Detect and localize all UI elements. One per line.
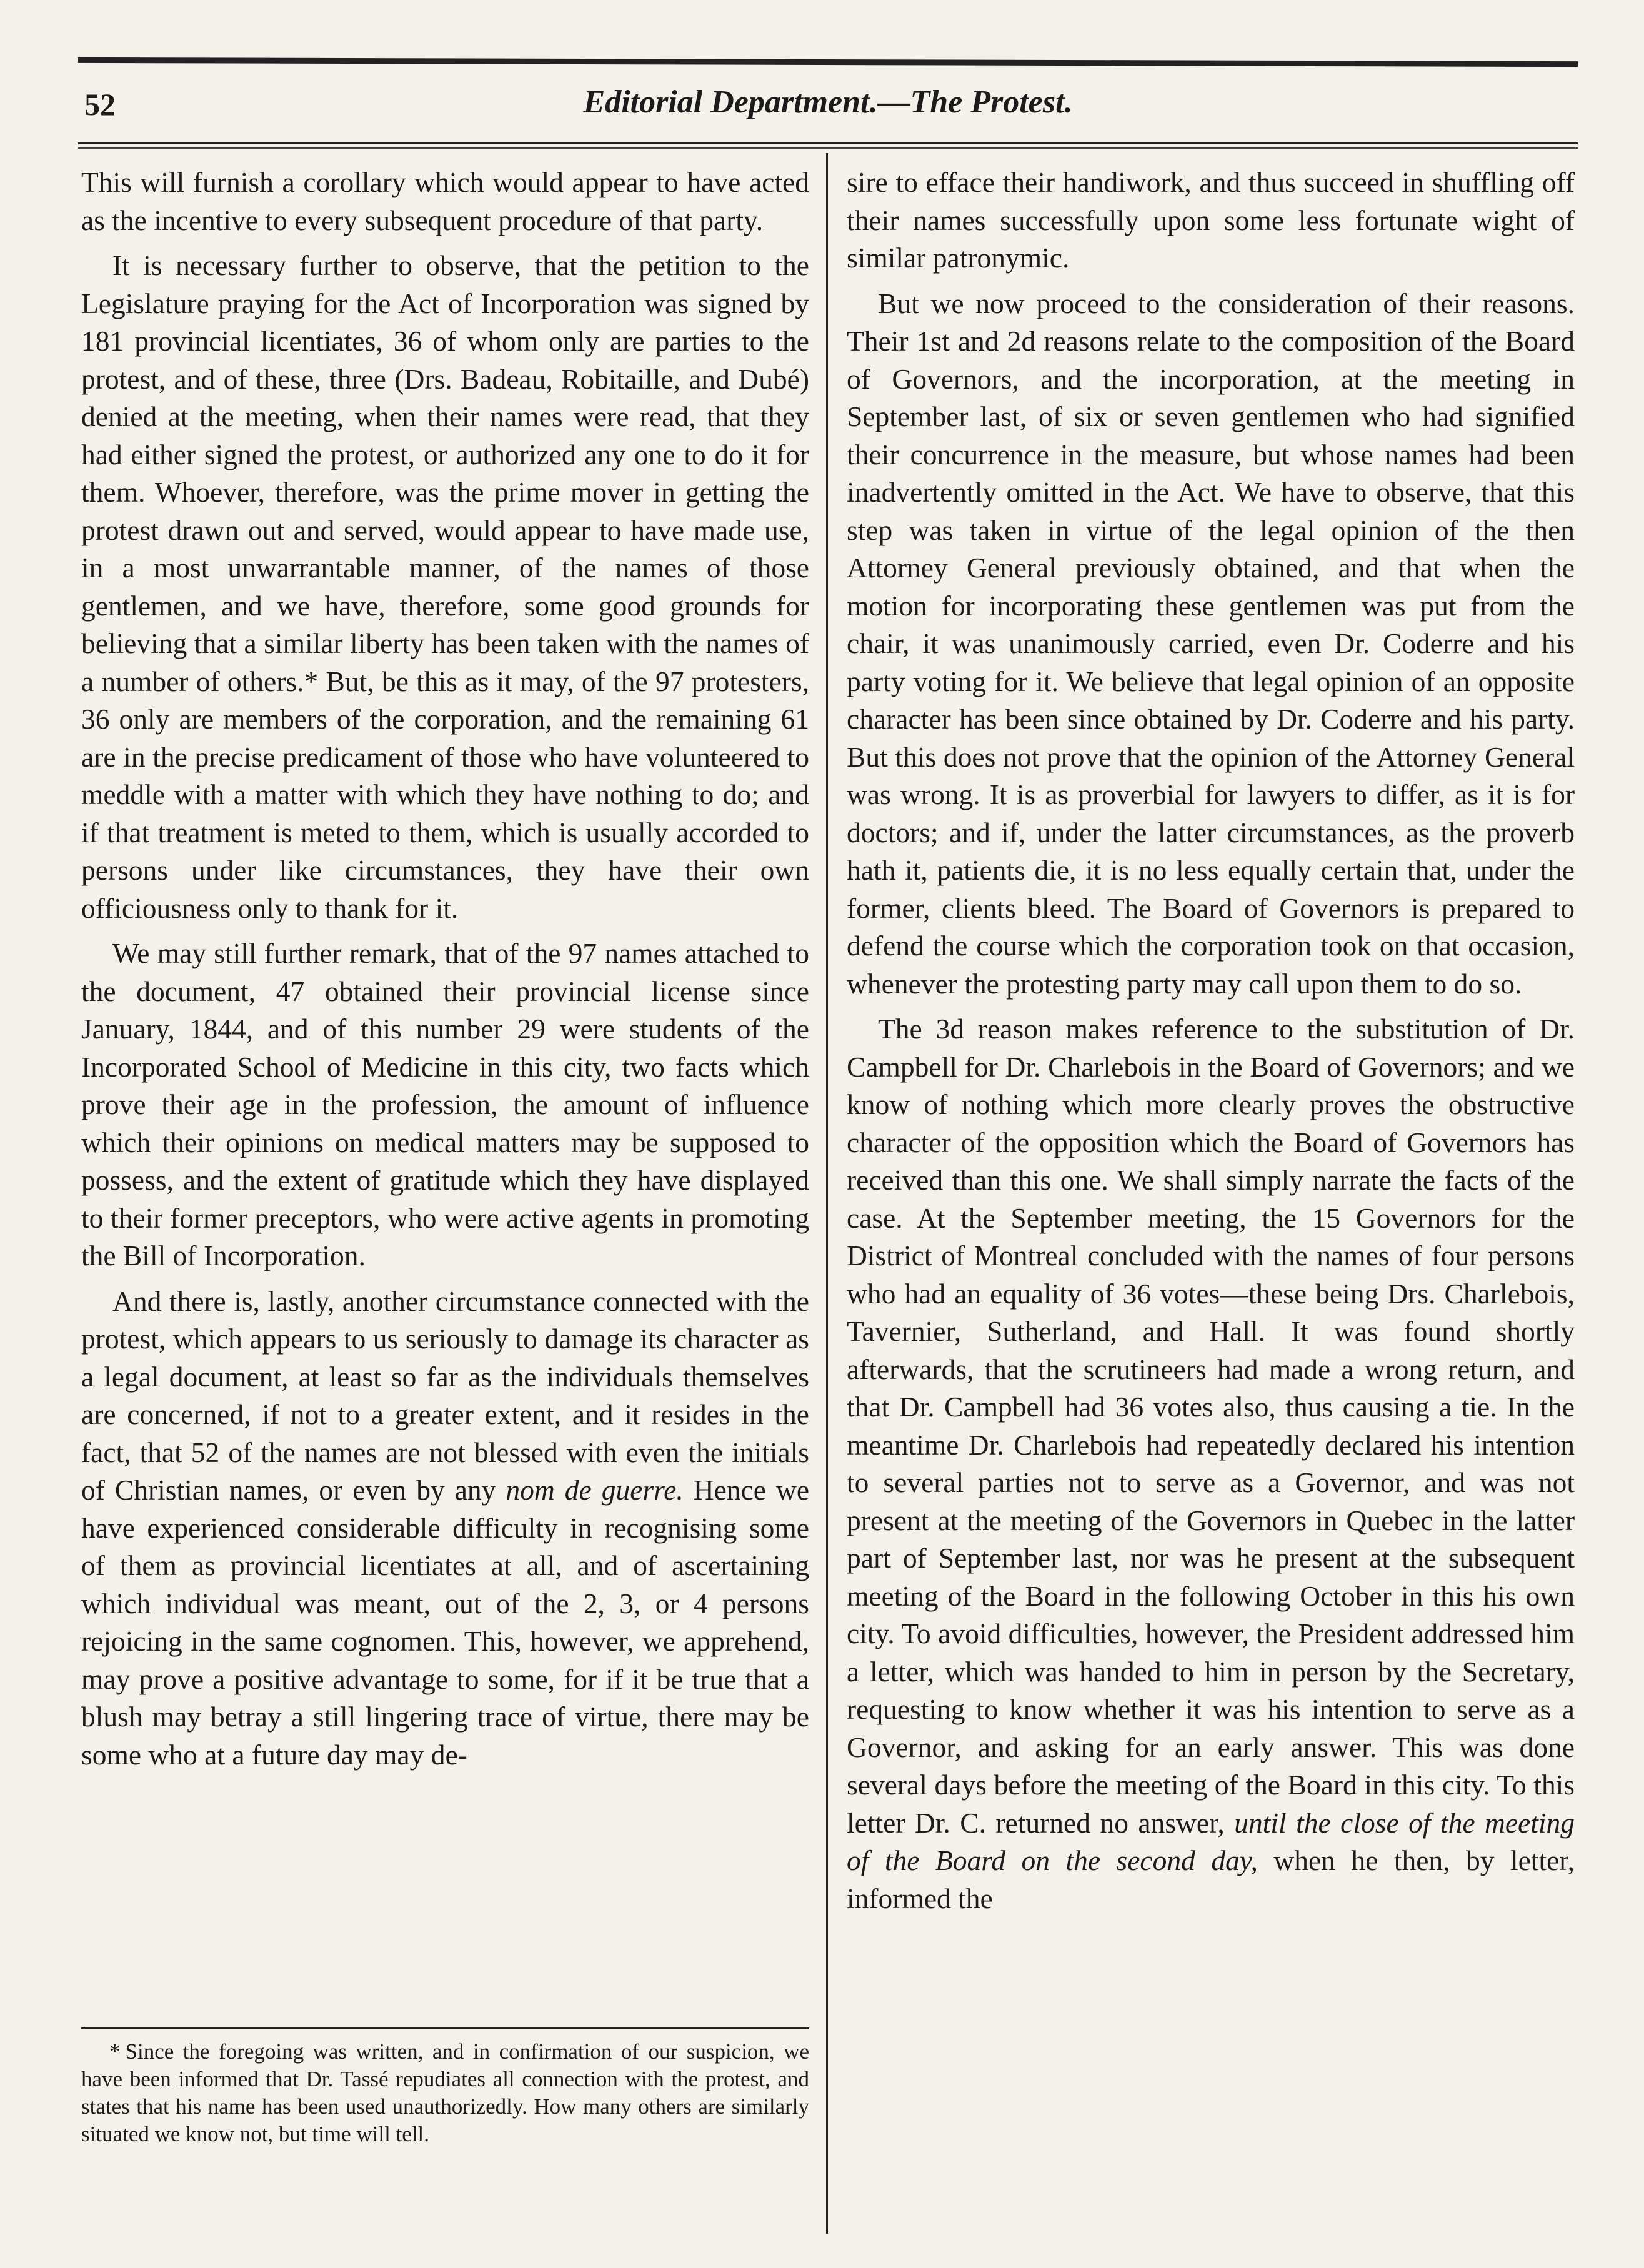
left-paragraph-4-italic: nom de guerre. [506, 1474, 684, 1506]
header-rule [78, 142, 1578, 144]
left-paragraph-1: This will furnish a corollary which would appear to have acted as the incentive to every subsequent procedure of that party. [81, 166, 809, 236]
right-paragraph-3 [847, 1010, 1575, 1917]
right-paragraph-3-text-before: The 3d reason makes reference to the substitution of Dr. Campbell for Dr. Charlebois in the Board of Governors; and we know of nothing which more clearly proves the obstructive character of the opposition which the Board of Governors has received than this one. We shall simply narrate the facts of the case. At the September meeting, the 15 Governors for the District of Montreal concluded with the names of four persons who had an equality of 36 votes—these being Drs. Charlebois, Tavernier, Sutherland, and Hall. It was found shortly afterwards, that the scrutineers had made a wrong return, and that Dr. Campbell had 36 votes also, thus causing a tie. In the meantime Dr. Charlebois had repeatedly declared his intention to several parties not to serve as a Governor, and was not present at the meeting of the Governors in Quebec in the latter part of September last, nor was he present at the subsequent meeting of the Board in the following October in this his own city. To avoid difficulties, however, the President addressed him a letter, which was handed to him in person by the Secretary, requesting to know whether it was his intention to serve as a Governor, and asking for an early answer. This was done several days before the meeting of the Board in this city. To this letter Dr. C. returned no answer, [847, 1013, 1575, 1839]
right-paragraph-2: But we now proceed to the consideration of their reasons. Their 1st and 2d reasons relate to the composition of the Board of Governors, and the incorporation, at the meeting in September last, of six or seven gentlemen who had signified their concurrence in the measure, but whose names had been inadvertently omitted in the Act. We have to observe, that this step was taken in virtue of the legal opinion of the then Attorney General previously obtained, and that when the motion for incorporating these gentlemen was put from the chair, it was unanimously carried, even Dr. Coderre and his party voting for it. We believe that legal opinion of an opposite character has been since obtained by Dr. Coderre and his party. But this does not prove that the opinion of the Attorney General was wrong. It is as proverbial for lawyers to differ, as it is for doctors; and if, under the latter circumstances, as the proverb hath it, patients die, it is no less equally certain that, under the former, clients bleed. The Board of Governors is prepared to defend the course which the corporation took on that occasion, whenever the protesting party may call upon them to do so. [847, 287, 1575, 1000]
right-column [847, 164, 1575, 2232]
left-paragraph-4-text-after: Hence we have experienced considerable difficulty in recognising some of them as provincial licentiates at all, and of ascertaining which individual was meant, out of the 2, 3, or 4 persons rejoicing in the same cognomen. This, however, we apprehend, may prove a positive advantage to some, for if it be true that a blush may betray a still lingering trace of virtue, there may be some who at a future day may de- [81, 1474, 810, 1771]
right-paragraph-3-italic: until the close of the meeting of the Board on the second day, [847, 1806, 1575, 1876]
running-head: Editorial Department.—The Protest. [583, 84, 1073, 120]
left-paragraph-4-text-before: And there is, lastly, another circumstance connected with the protest, which appears to us seriously to damage its character as a legal document, at least so far as the individuals themselves are concerned, if not to a greater extent, and it resides in the fact, that 52 of the names are not blessed with even the initials of Christian names, or even by any [81, 1285, 809, 1506]
column-divider [826, 153, 828, 2234]
left-paragraph-4 [81, 1283, 809, 1774]
left-column [81, 164, 809, 2207]
footnote [81, 2038, 809, 2148]
header-rule-secondary [78, 147, 1578, 149]
left-paragraph-2: It is necessary further to observe, that the petition to the Legislature praying for the Act of Incorporation was signed by 181 provincial licentiates, 36 of whom only are parties to the protest, and of these, three (Drs. Badeau, Robitaille, and Dubé) denied at the meeting, when their names were read, that they had either signed the protest, or authorized any one to do it for them. Whoever, therefore, was the prime mover in getting the protest drawn out and served, would appear to have made use, in a most unwarrantable manner, of the names of those gentlemen, and we have, therefore, some good grounds for believing that a similar liberty has been taken with the names of a number of others.* But, be this as it may, of the 97 protesters, 36 only are members of the corporation, and the remaining 61 are in the precise predicament of those who have volunteered to meddle with a matter with which they have nothing to do; and if that treatment is meted to them, which is usually accorded to persons under like circumstances, they have their own officiousness only to thank for it. [81, 249, 809, 924]
footnote-text: Since the foregoing was written, and in confirmation of our suspicion, we have been informed that Dr. Tassé repudiates all connection with the protest, and states that his name has been used unauthorizedly. How many others are similarly situated we know not, but time will tell. [81, 2039, 809, 2146]
footnote-rule [81, 2027, 809, 2029]
left-paragraph-3: We may still further remark, that of the 97 names attached to the document, 47 obtained their provincial license since January, 1844, and of this number 29 were students of the Incorporated School of Medicine in this city, two facts which prove their age in the profession, the amount of influence which their opinions on medical matters may be supposed to possess, and the extent of gratitude which they have displayed to their former preceptors, who were active agents in promoting the Bill of Incorporation. [81, 937, 809, 1271]
top-rule [78, 57, 1578, 67]
page-header [78, 81, 1578, 131]
page-number: 52 [84, 87, 116, 122]
right-paragraph-1: sire to efface their handiwork, and thus succeed in shuffling off their names successfully upon some less fortunate wight of similar patronymic. [847, 166, 1575, 274]
right-paragraph-3-text-after: when he then, by letter, informed the [847, 1844, 1575, 1914]
footnote-marker: * [109, 2039, 121, 2064]
